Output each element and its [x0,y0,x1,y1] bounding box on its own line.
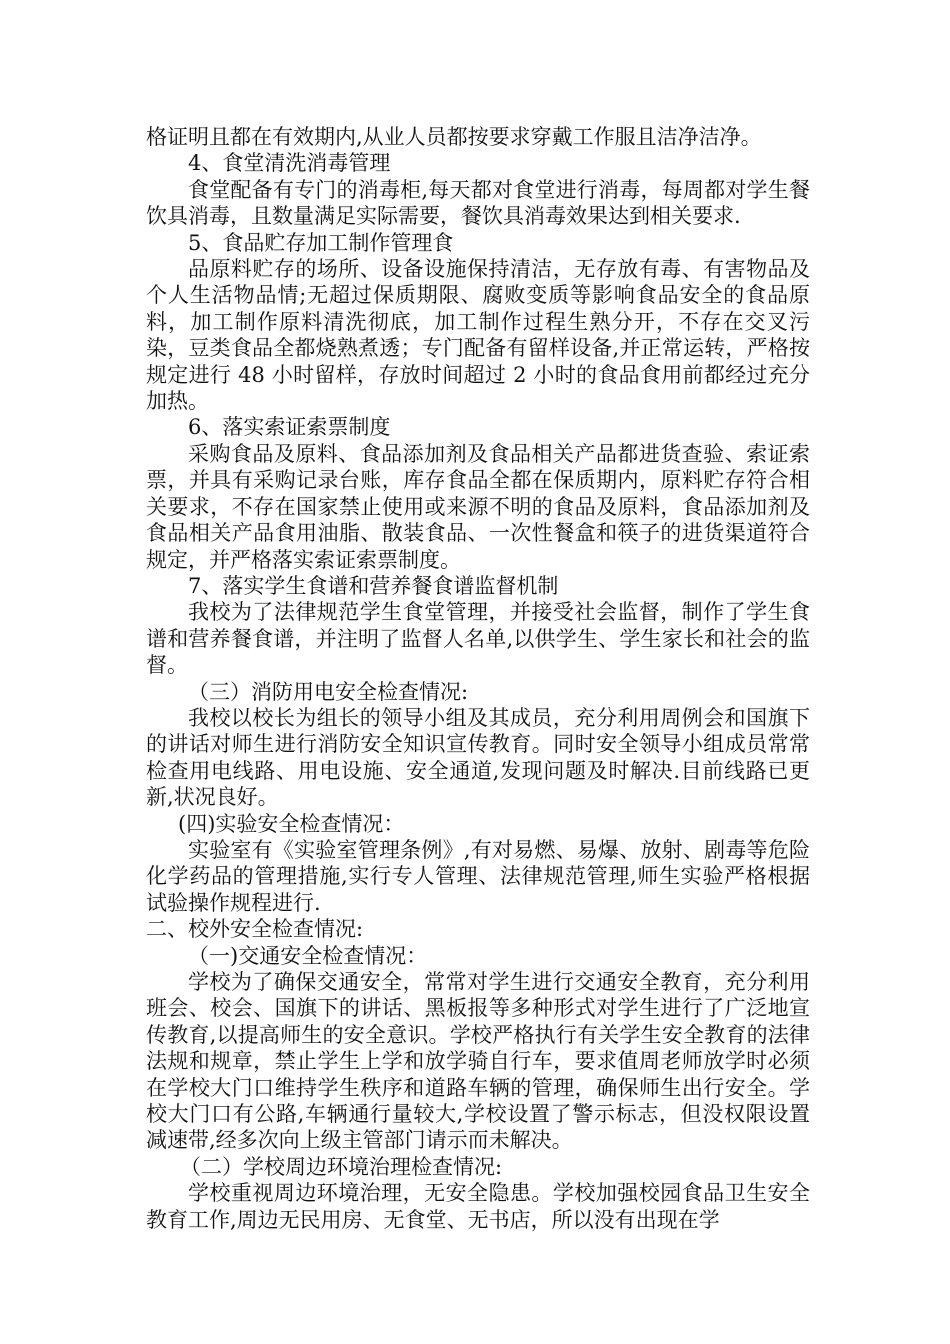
paragraph-staff-certification: 格证明且都在有效期内,从业人员都按要求穿戴工作服且洁净洁净。 [146,125,762,149]
heading-canteen-disinfection: 4、食堂清洗消毒管理 [188,151,391,176]
heading-food-storage: 5、食品贮存加工制作管理食 [188,230,454,255]
paragraph-certificate-system: 采购食品及原料、食品添加剂及食品相关产品都进货查验、索证索票，并具有采购记录台账，库存食品全都在保质期内，原料贮存符合相关要求，不存在国家禁止使用或来源不明的食品及原料，食品添加剂及食品相关产品食用油脂、散装食品、一次性餐盒和筷子的进货渠道符合规定，并严格落实索证索票制度。 [146,441,810,572]
heading-lab-safety: (四)实验安全检查情况： [178,811,405,836]
heading-fire-electric-safety: （三）消防用电安全检查情况: [188,679,469,704]
paragraph-lab-safety: 实验室有《实验室管理条例》,有对易燃、易爆、放射、剧毒等危险化学药品的管理措施,实行专人管理、法律规范管理,师生实验严格根据试验操作规程进行. [146,837,810,915]
heading-certificate-system: 6、落实索证索票制度 [188,415,391,440]
document-page [146,124,810,1233]
paragraph-fire-electric-safety: 我校以校长为组长的领导小组及其成员，充分利用周例会和国旗下的讲话对师生进行消防安全知识宣传教育。同时安全领导小组成员常常检查用电线路、用电设施、安全通道,发现问题及时解决.目前线路已更新,状况良好。 [146,705,810,810]
paragraph-environment-governance: 学校重视周边环境治理，无安全隐患。学校加强校园食品卫生安全教育工作,周边无民用房、无食堂、无书店，所以没有出现在学 [146,1181,810,1232]
paragraph-traffic-safety: 学校为了确保交通安全，常常对学生进行交通安全教育，充分利用班会、校会、国旗下的讲话、黑板报等多种形式对学生进行了广泛地宣传教育,以提高师生的安全意识。学校严格执行有关学生安全教育的法律法规和规章，禁止学生上学和放学骑自行车，要求值周老师放学时必须在学校大门口维持学生秩序和道路车辆的管理，确保师生出行安全。学校大门口有公路,车辆通行量较大,学校设置了警示标志，但没权限设置减速带,经多次向上级主管部门请示而未解决。 [146,970,810,1153]
heading-off-campus-safety: 二、校外安全检查情况: [146,917,364,942]
heading-environment-governance: （二）学校周边环境治理检查情况: [180,1154,503,1179]
heading-traffic-safety: （一)交通安全检查情况： [188,943,428,968]
paragraph-menu-supervision: 我校为了法律规范学生食堂管理，并接受社会监督，制作了学生食谱和营养餐食谱，并注明了监督人名单,以供学生、学生家长和社会的监督。 [146,600,810,678]
paragraph-food-storage: 品原料贮存的场所、设备设施保持清洁，无存放有毒、有害物品及个人生活物品情;无超过保质期限、腐败变质等影响食品安全的食品原料，加工制作原料清洗彻底，加工制作过程生熟分开，不存在交叉污染，豆类食品全都烧熟煮透；专门配备有留样设备,并正常运转，严格按规定进行 48 小时留样，存放时间超过 2 小时的食品食用前都经过充分加热。 [146,257,810,414]
heading-menu-supervision: 7、落实学生食谱和营养餐食谱监督机制 [188,573,559,598]
paragraph-canteen-disinfection: 食堂配备有专门的消毒柜,每天都对食堂进行消毒，每周都对学生餐饮具消毒，且数量满足实际需要，餐饮具消毒效果达到相关要求. [146,177,810,229]
